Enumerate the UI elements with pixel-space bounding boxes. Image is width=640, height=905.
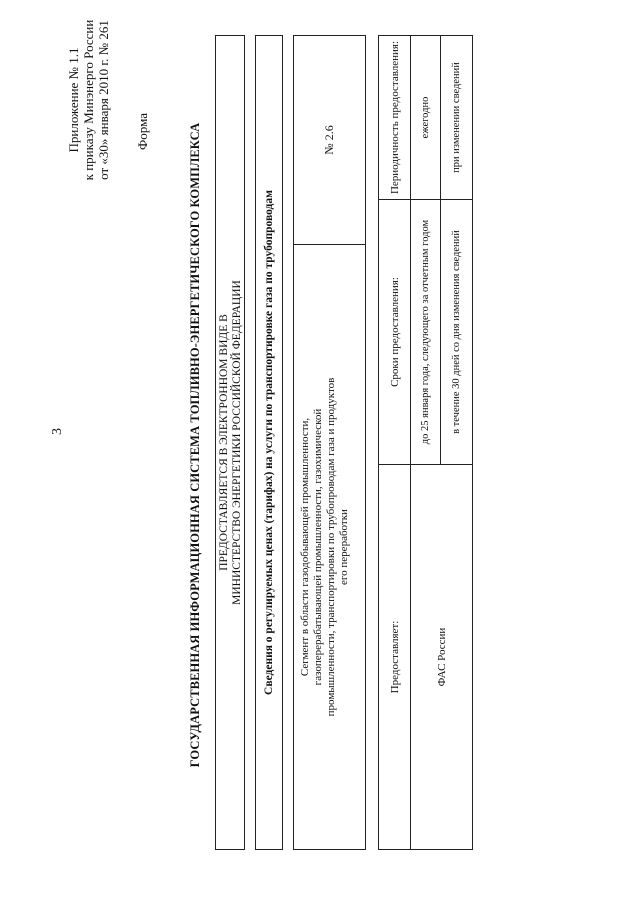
presented-line-2: МИНИСТЕРСТВО ЭНЕРГЕТИКИ РОССИЙСКОЙ ФЕДЕРАЦИИ (231, 280, 243, 605)
presented-line-1: ПРЕДОСТАВЛЯЕТСЯ В ЭЛЕКТРОННОМ ВИДЕ В (218, 314, 230, 571)
deadline-cell-2: в течение 30 дней со дня изменения сведений (441, 199, 472, 464)
appendix-order: к приказу Минэнерго России (81, 19, 96, 181)
info-title: Сведения о регулируемых ценах (тарифах) на услуги по транспортировке газа по трубопроводам (263, 190, 275, 695)
segment-line-4: его переработки (338, 509, 350, 585)
periodicity-cell-2: при изменении сведений (450, 62, 462, 173)
segment-code: № 2.6 (322, 125, 336, 155)
provider-cell: ФАС России (411, 464, 472, 849)
header-deadlines: Сроки предоставления: (379, 199, 411, 464)
segment-line-2: газоперерабатывающей промышленности, газохимической (312, 408, 324, 686)
form-label: Форма (135, 113, 150, 150)
appendix-date: от «30» января 2010 г. № 261 (96, 20, 111, 180)
segment-box (293, 35, 366, 850)
presented-box (215, 35, 245, 850)
segment-line-1: Сегмент в области газодобывающей промышленности, (299, 417, 311, 677)
page-number: 3 (50, 428, 65, 435)
appendix-title: Приложение № 1.1 (66, 47, 81, 153)
segment-description (294, 244, 365, 849)
deadline-cell-1: до 25 января года, следующего за отчетным годом (411, 199, 441, 464)
main-title: ГОСУДАРСТВЕННАЯ ИНФОРМАЦИОННАЯ СИСТЕМА ТОПЛИВНО-ЭНЕРГЕТИЧЕСКОГО КОМПЛЕКСА (188, 122, 202, 768)
header-periodicity: Периодичность предоставления: (379, 36, 411, 199)
periodicity-cell-1: ежегодно (411, 36, 441, 199)
header-provider: Предоставляет: (379, 464, 411, 849)
segment-line-3: промышленности, транспортировки по трубопроводам газа и продуктов (325, 377, 337, 717)
submission-table (378, 35, 473, 850)
appendix-block (66, 15, 111, 185)
info-title-box (255, 35, 283, 850)
